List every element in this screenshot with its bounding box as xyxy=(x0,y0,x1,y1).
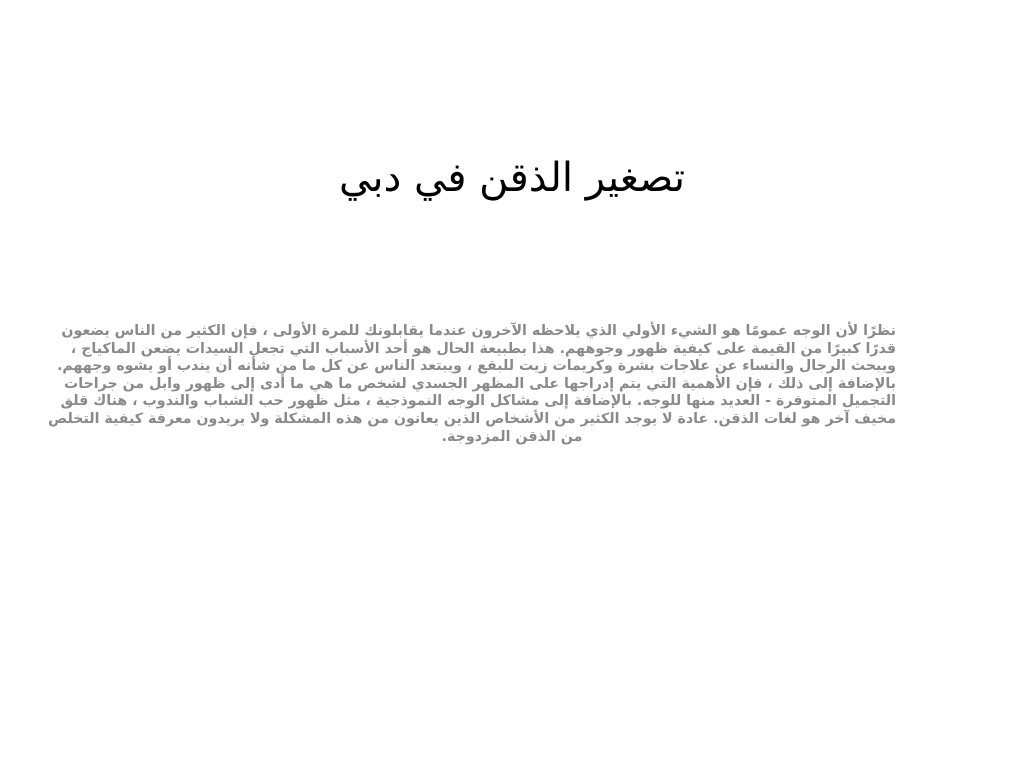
body-line: مخيف آخر هو لغات الذقن. عادة لا يوجد الكثير من الأشخاص الذين يعانون من هذه المشكلة ولا يريدون معرفة كيفية التخلص xyxy=(48,410,896,427)
body-line: ويبحث الرجال والنساء عن علاجات بشرة وكريمات زيت للبقع ، ويبتعد الناس عن كل ما من شأنه أن يندب أو يشوه وجههم. xyxy=(57,358,896,375)
slide-title: تصغير الذقن في دبي xyxy=(338,155,685,201)
body-line: التجميل المتوفرة - العديد منها للوجه. بالإضافة إلى مشاكل الوجه النموذجية ، مثل ظهور حب الشباب والندوب ، هناك قلق xyxy=(60,393,896,410)
body-line: قدرًا كبيرًا من القيمة على كيفية ظهور وجوههم. هذا بطبيعة الحال هو أحد الأسباب التي تجعل السيدات يضعن الماكياج ، xyxy=(70,340,896,357)
body-line: نظرًا لأن الوجه عمومًا هو الشيء الأولي الذي يلاحظه الآخرون عندما يقابلونك للمرة الأولى ، فإن الكثير من الناس يضعون xyxy=(61,323,896,339)
slide-body-text xyxy=(48,323,896,446)
body-line: من الذقن المزدوجة. xyxy=(441,428,583,445)
body-line: بالإضافة إلى ذلك ، فإن الأهمية التي يتم إدراجها على المظهر الجسدي لشخص ما هي ما أدى إلى ظهور وابل من جراحات xyxy=(64,375,896,392)
